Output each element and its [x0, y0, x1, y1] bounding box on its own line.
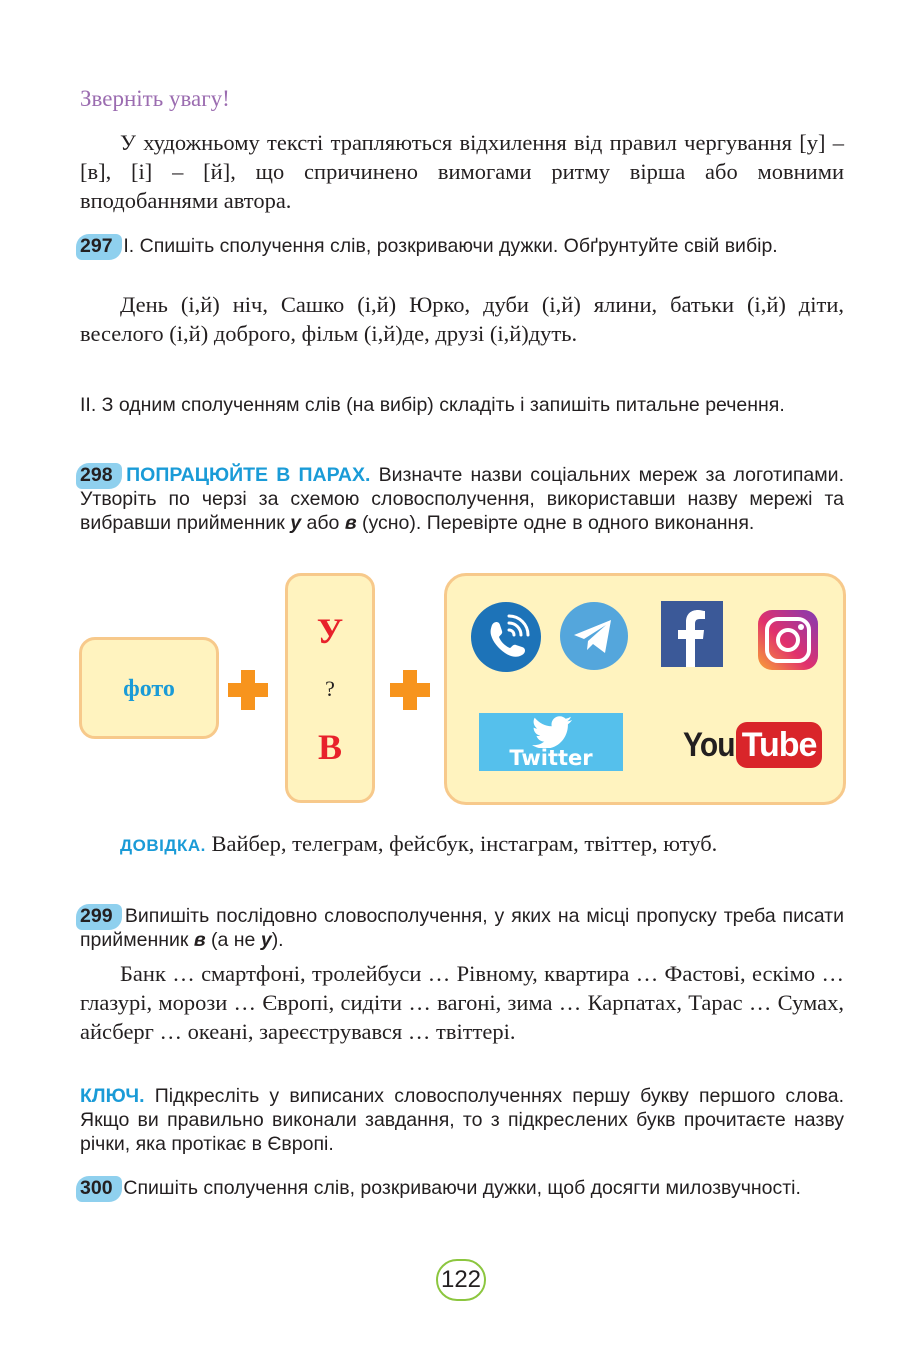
youtube-logo: [683, 722, 822, 770]
reference-label: ДОВІДКА.: [120, 836, 206, 855]
exercise-298-text: 298. ПОПРАЦЮЙТЕ В ПАРАХ. Визначте назви соціальних мереж за логотипами. Утворіть по черзі за схемою словосполучення, використавши назву мережі та вибравши прийменник у або в (усно). Перевірте одне в одного виконання.: [80, 464, 844, 534]
twitter-logo: [479, 713, 623, 771]
exercise-297-task-2: ІІ. З одним сполученням слів (на вибір) складіть і запишіть питальне речення.: [80, 394, 785, 416]
reference-paragraph: [80, 829, 844, 860]
ex299-text-1: Випишіть послідовно словосполучення, у яких на місці пропуску треба писати прийменник: [80, 905, 844, 951]
twitter-label: Twitter: [509, 746, 593, 770]
key-text: Підкресліть у виписаних словосполученнях першу букву першого слова. Якщо ви правильно виконали завдання, то з підкреслених букв прочитаєте назву річки, яка протікає в Європі.: [80, 1085, 844, 1155]
exercise-number-297: 297: [80, 235, 113, 257]
ex299-text-3: ).: [271, 929, 284, 951]
ex299-text-2: (а не: [205, 929, 261, 951]
ex298-text-3: (усно). Перевірте одне в одного виконання.: [356, 512, 755, 534]
exercise-300-task: 300. Спишіть сполучення слів, розкриваючи дужки, щоб досягти милозвучності.: [80, 1177, 801, 1199]
preposition-v: В: [317, 727, 342, 767]
youtube-you-text: You: [683, 725, 735, 764]
ex300-text: Спишіть сполучення слів, розкриваючи дужки, щоб досягти милозвучності.: [117, 1177, 801, 1199]
prep-u-inline: у: [260, 929, 272, 951]
exercise-297-words: День (і,й) ніч, Сашко (і,й) Юрко, дуби (і,й) ялини, батьки (і,й) діти, веселого (і,й) доброго, фільм (і,й)де, друзі (і,й)дуть.: [80, 292, 844, 346]
exercise-297-task-1: 297. І. Спишіть сполучення слів, розкриваючи дужки. Обґрунтуйте свій вибір.: [80, 235, 778, 257]
ex298-text-2: або: [301, 512, 345, 534]
instagram-icon: [758, 610, 818, 670]
facebook-icon: [661, 601, 723, 667]
exercise-297-task-1-text: І. Спишіть сполучення слів, розкриваючи дужки. Обґрунтуйте свій вибір.: [123, 235, 778, 257]
exercise-299-words: Банк … смартфоні, тролейбуси … Рівному, квартира … Фастові, ескімо … глазурі, морози … Європі, сидіти … вагоні, зима … Карпатах, Тарас … Сумах, айсберг … океані, зареєструвався … твіттері.: [80, 961, 844, 1044]
plus-icon: [228, 670, 268, 710]
telegram-icon: [559, 601, 629, 671]
exercise-299-task: 299. Випишіть послідовно словосполучення, у яких на місці пропуску треба писати прийменник в (а не у).: [80, 905, 844, 951]
reference-text: Вайбер, телеграм, фейсбук, інстаграм, твіттер, ютуб.: [205, 831, 718, 856]
youtube-tube-text: Tube: [736, 722, 823, 768]
logos-box: [444, 573, 846, 805]
pair-work-label: ПОПРАЦЮЙТЕ В ПАРАХ.: [126, 464, 371, 486]
prep-v-inline: в: [344, 512, 357, 534]
page-number: 122: [436, 1259, 486, 1301]
attention-heading: Зверніть увагу!: [80, 86, 230, 111]
question-mark: ?: [325, 676, 335, 701]
plus-icon: [390, 670, 430, 710]
prep-u-inline: у: [290, 512, 302, 534]
preposition-box: [285, 573, 375, 803]
exercise-number-298: 298: [80, 464, 113, 486]
word-box: [79, 637, 219, 739]
ex298-text-1: Визначте назви соціальних мереж за логотипами. Утворіть по черзі за схемою словосполучення, використавши назву мережі та вибравши прийменник: [80, 464, 844, 534]
twitter-bird-icon: [532, 716, 572, 748]
exercise-number-300: 300: [80, 1177, 113, 1199]
word-foto: фото: [123, 676, 175, 702]
prep-v-inline: в: [193, 929, 206, 951]
preposition-u: У: [316, 611, 344, 651]
key-label: КЛЮЧ.: [80, 1085, 145, 1107]
viber-icon: [470, 601, 542, 673]
note-paragraph: У художньому тексті трапляються відхилення від правил чергування [у] – [в], [і] – [й], що спричинено вимогами ритму вірша або мовними вподобаннями автора.: [80, 130, 844, 213]
exercise-number-299: 299: [80, 905, 113, 927]
key-paragraph: [80, 1084, 844, 1156]
